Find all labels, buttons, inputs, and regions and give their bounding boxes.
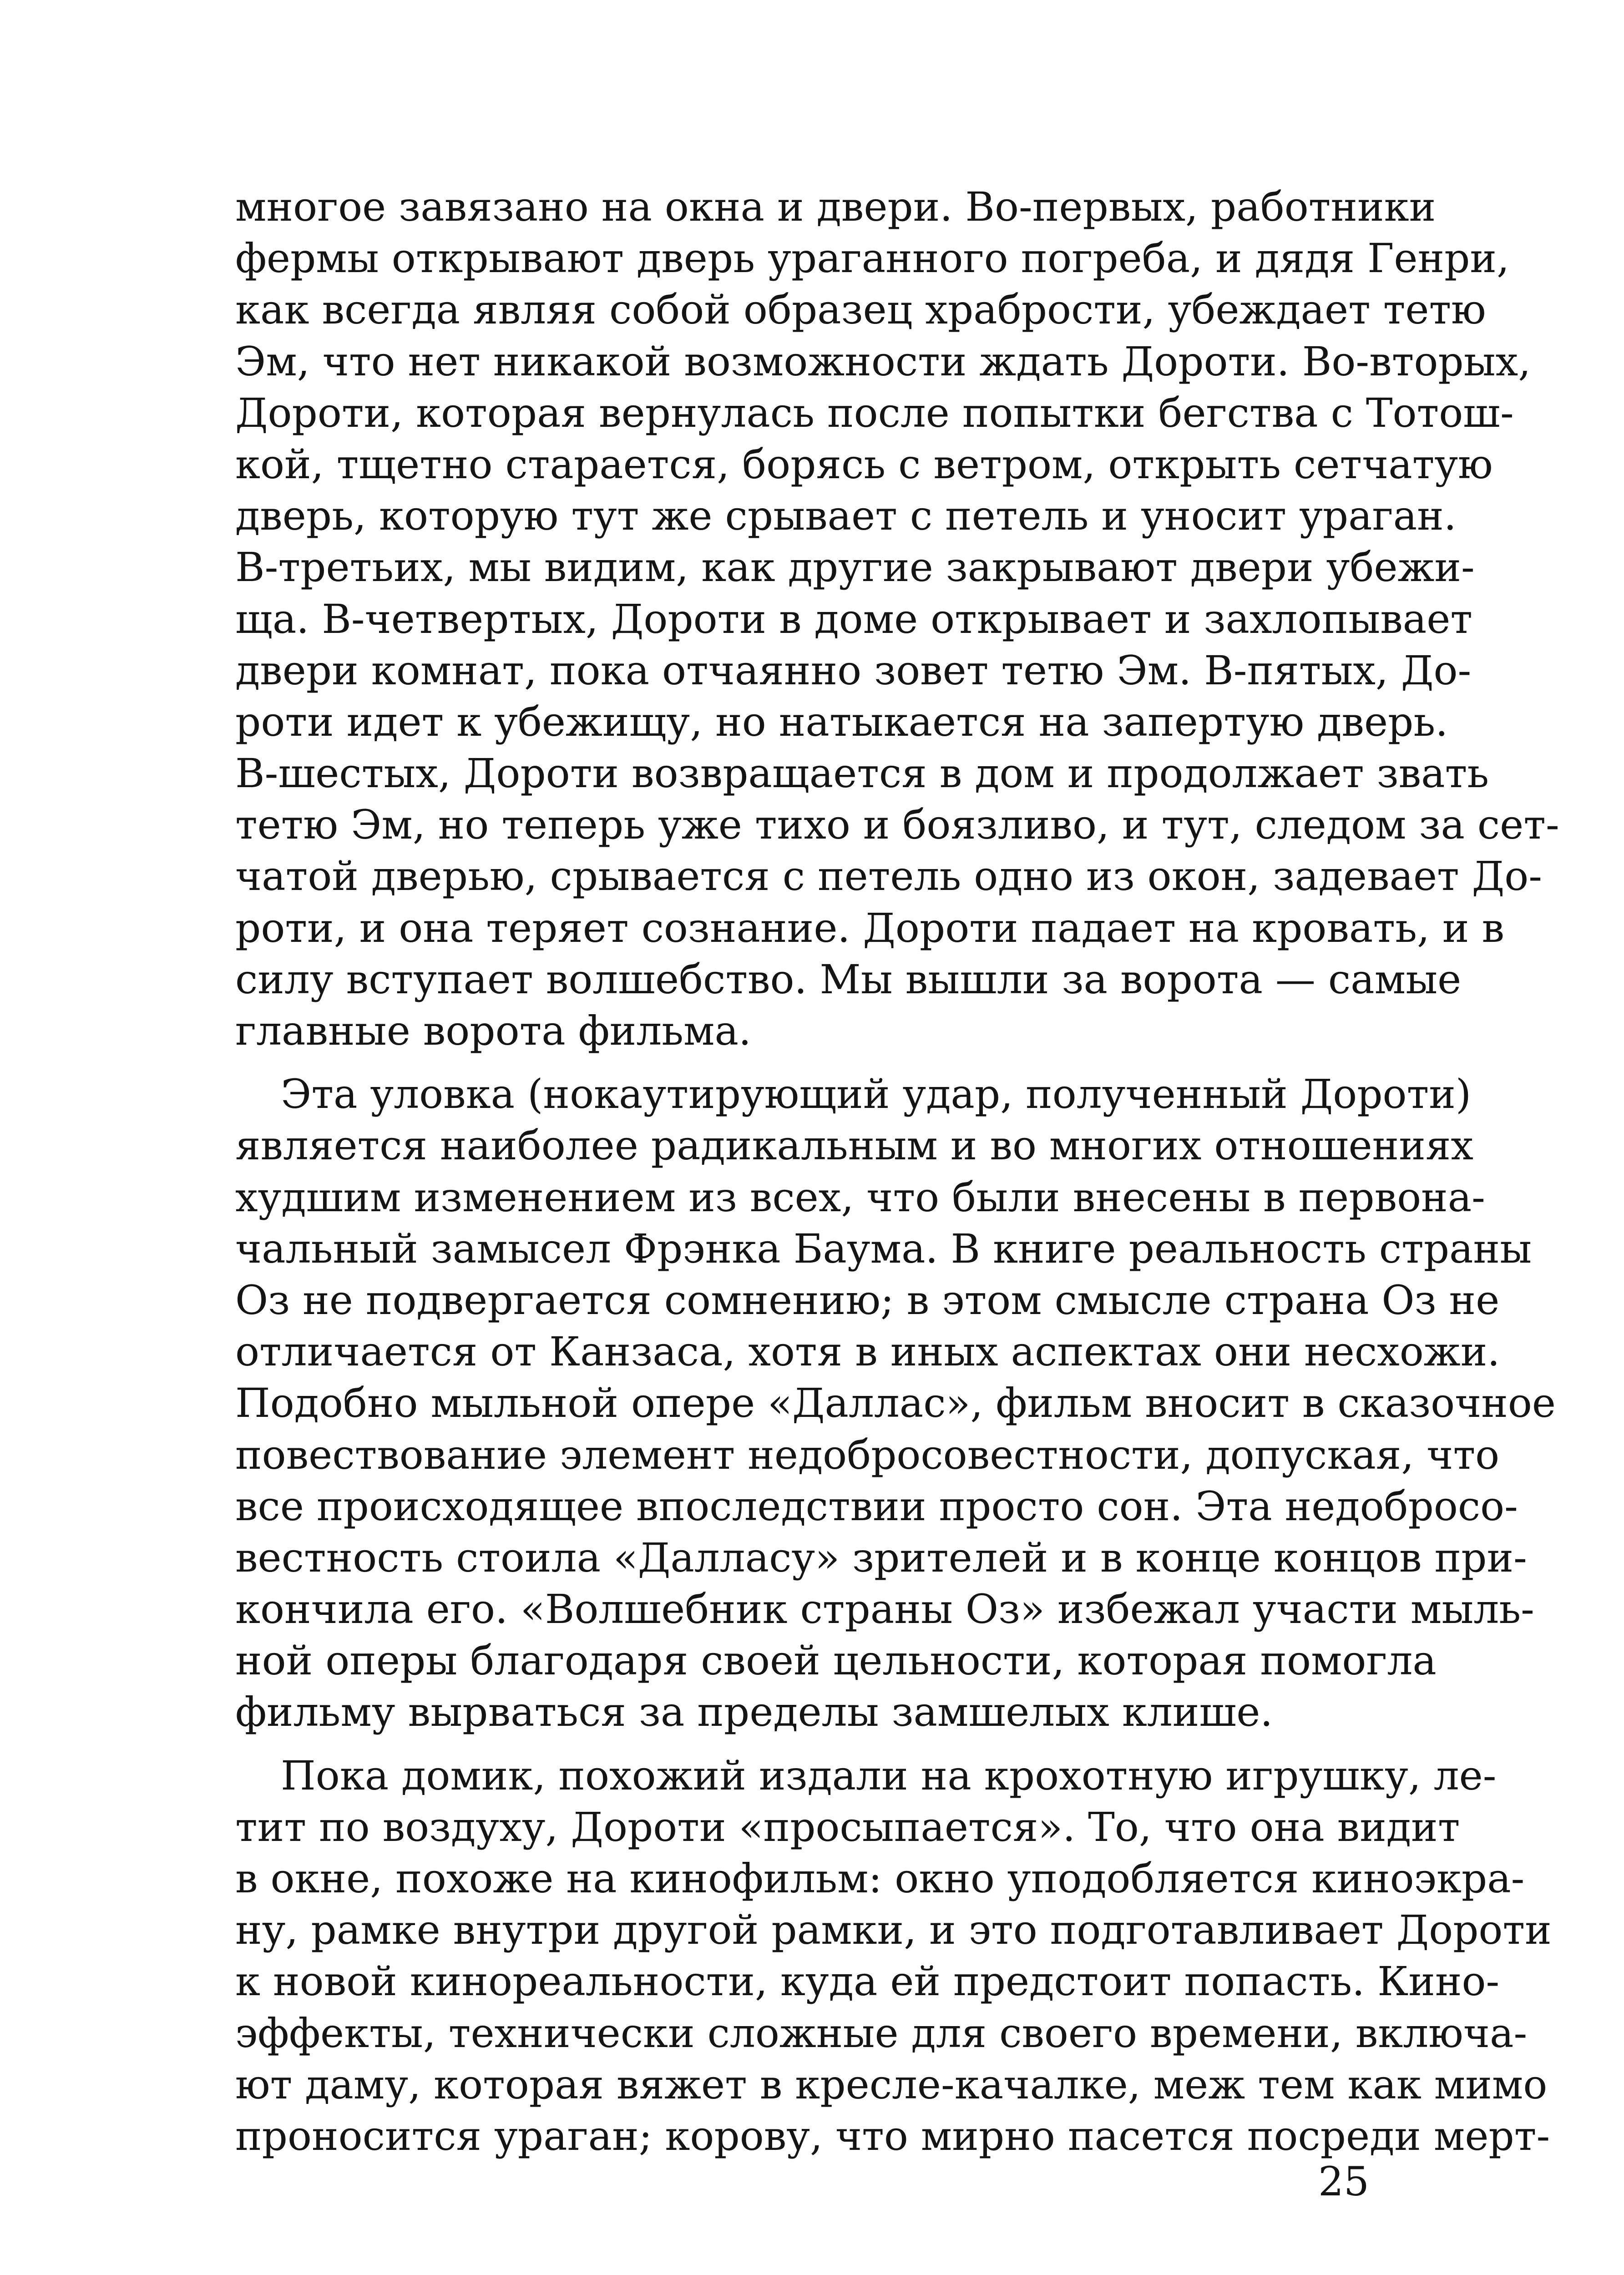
text-line: роти идет к убежищу, но натыкается на запертую дверь. [235, 698, 1448, 745]
text-line: к новой кинореальности, куда ей предстоит попасть. Кино- [235, 1958, 1500, 2005]
text-line: кой, тщетно старается, борясь с ветром, открыть сетчатую [235, 440, 1493, 488]
text-line: чальный замысел Фрэнка Баума. В книге реальность страны [235, 1225, 1532, 1272]
text-line: В-шестых, Дороти возвращается в дом и продолжает звать [235, 750, 1489, 797]
text-line: двери комнат, пока отчаянно зовет тетю Эм. В-пятых, До- [235, 647, 1472, 694]
text-line: фильму вырваться за пределы замшелых клише. [235, 1689, 1273, 1736]
text-line: ща. В-четвертых, Дороти в доме открывает и захлопывает [235, 595, 1472, 642]
text-line: ну, рамке внутри другой рамки, и это подготавливает Дороти [235, 1906, 1552, 1954]
paragraph [235, 181, 1559, 1057]
body-text [235, 181, 1559, 2162]
text-line: кончила его. «Волшебник страны Оз» избежал участи мыль- [235, 1586, 1534, 1633]
text-line: тетю Эм, но теперь уже тихо и боязливо, и тут, следом за сет- [235, 801, 1559, 849]
text-line: ной оперы благодаря своей цельности, которая помогла [235, 1637, 1437, 1684]
text-line: дверь, которую тут же срывает с петель и уносит ураган. [235, 492, 1457, 540]
text-line: проносится ураган; корову, что мирно пасется посреди мерт- [235, 2112, 1550, 2159]
text-line: худшим изменением из всех, что были внесены в первона- [235, 1173, 1485, 1221]
text-line: тит по воздуху, Дороти «просыпается». То, что она видит [235, 1803, 1460, 1850]
paragraph-gap [235, 1738, 1375, 1750]
text-line: отличается от Канзаса, хотя в иных аспектах они несхожи. [235, 1328, 1500, 1375]
text-line: фермы открывают дверь ураганного погреба, и дядя Генри, [235, 235, 1510, 282]
text-line: Пока домик, похожий издали на крохотную игрушку, ле- [281, 1752, 1497, 1799]
text-line: главные ворота фильма. [235, 1007, 751, 1054]
page-number: 25 [1318, 2158, 1369, 2205]
text-line: Дороти, которая вернулась после попытки бегства с Тотош- [235, 389, 1514, 436]
text-line: чатой дверью, срывается с петель одно из окон, задевает До- [235, 853, 1542, 900]
text-line: в окне, похоже на кинофильм: окно уподобляется киноэкра- [235, 1855, 1525, 1902]
text-line: силу вступает волшебство. Мы вышли за ворота — самые [235, 956, 1462, 1003]
text-line: Эм, что нет никакой возможности ждать Дороти. Во-вторых, [235, 338, 1531, 385]
paragraph [235, 1750, 1552, 2162]
text-line: роти, и она теряет сознание. Дороти падает на кровать, и в [235, 904, 1505, 951]
text-line: повествование элемент недобросовестности, допуская, что [235, 1431, 1500, 1478]
text-line: Эта уловка (нокаутирующий удар, полученный Дороти) [281, 1071, 1472, 1118]
text-line: Оз не подвергается сомнению; в этом смысле страна Оз не [235, 1276, 1500, 1324]
text-line: эффекты, технически сложные для своего времени, включа- [235, 2009, 1528, 2057]
text-line: как всегда являя собой образец храбрости, убеждает тетю [235, 286, 1486, 334]
text-line: вестность стоила «Далласу» зрителей и в конце концов при- [235, 1534, 1527, 1581]
text-line: все происходящее впоследствии просто сон. Эта недобросо- [235, 1482, 1518, 1530]
text-line: является наиболее радикальным и во многих отношениях [235, 1122, 1473, 1169]
paragraph [235, 1068, 1556, 1738]
text-line: В-третьих, мы видим, как другие закрывают двери убежи- [235, 544, 1475, 591]
text-line: ют даму, которая вяжет в кресле-качалке, меж тем как мимо [235, 2061, 1548, 2108]
text-line: многое завязано на окна и двери. Во-первых, работники [235, 183, 1436, 230]
text-line: Подобно мыльной опере «Даллас», фильм вносит в сказочное [235, 1380, 1556, 1427]
paragraph-gap [235, 1057, 1375, 1068]
